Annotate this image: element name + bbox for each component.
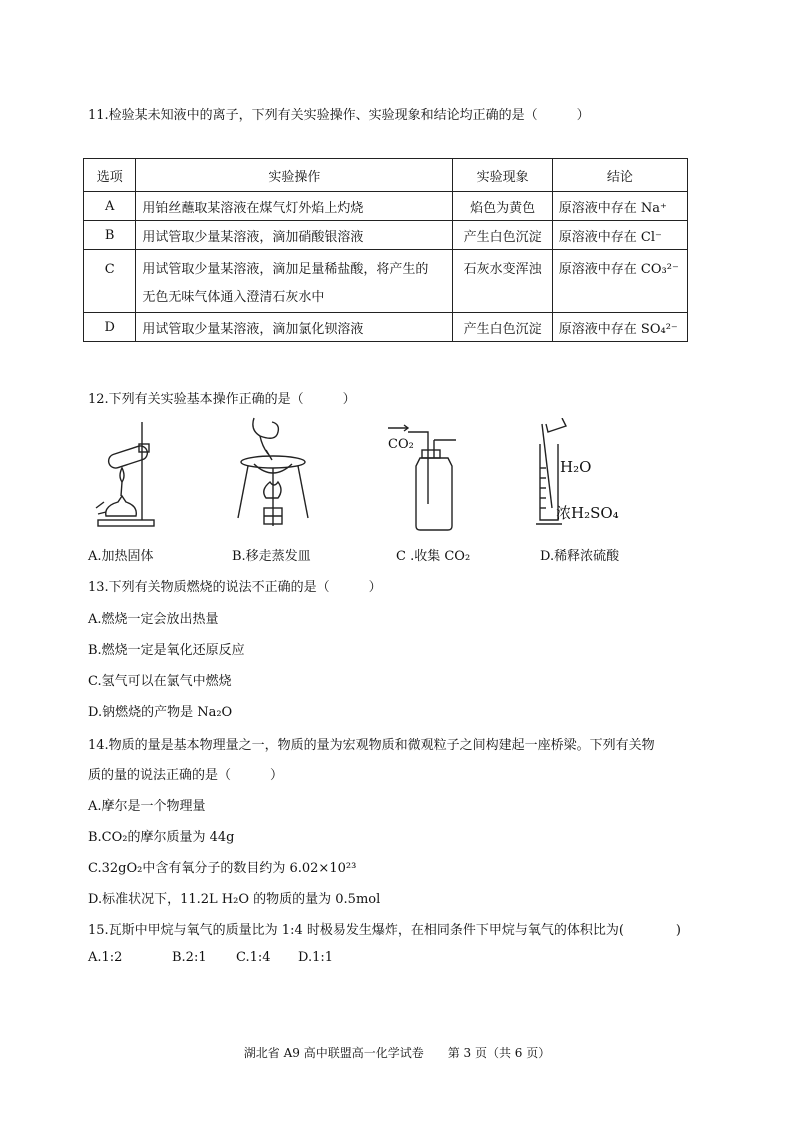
q15-option-c: C.1:4 [236,950,271,965]
q15-option-a: A.1:2 [88,950,123,965]
table-row [84,250,688,313]
q14-option-c: C.32gO₂中含有氧分子的数目约为 6.02×10²³ [88,861,357,876]
figure-heating-solid [92,416,164,532]
q11-table [83,158,688,342]
q11-stem: 11.检验某未知液中的离子，下列有关实验操作、实验现象和结论均正确的是（ ） [88,108,590,123]
q12-option-a: A.加热固体 [88,549,154,564]
q13-option-b: B.燃烧一定是氧化还原反应 [88,643,245,658]
row-conclusion: 原溶液中存在 CO₃²⁻ [552,250,687,313]
row-operation-line2: 无色无味气体通入澄清石灰水中 [142,290,325,305]
q15-option-b: B.2:1 [172,950,207,965]
q15-option-d: D.1:1 [298,950,334,965]
q13-option-d: D.钠燃烧的产物是 Na₂O [88,705,233,720]
q13-option-c: C.氢气可以在氯气中燃烧 [88,674,232,689]
row-conclusion: 原溶液中存在 Na⁺ [552,192,687,221]
header-conclusion: 结论 [552,159,687,192]
row-operation: 用铂丝蘸取某溶液在煤气灯外焰上灼烧 [136,192,453,221]
q14-stem-line1: 14.物质的量是基本物理量之一，物质的量为宏观物质和微观粒子之间构建起一座桥梁。下列有关物 [88,738,655,753]
q12-option-d: D.稀释浓硫酸 [540,549,620,564]
figure-collect-co2 [386,422,466,532]
row-phenomenon: 产生白色沉淀 [453,221,552,250]
row-operation [136,250,453,313]
fig-d-acid-label: 浓H₂SO₄ [556,504,619,522]
row-option: C [84,250,136,313]
row-option: B [84,221,136,250]
q14-stem-line2: 质的量的说法正确的是（ ） [88,768,284,783]
row-conclusion: 原溶液中存在 Cl⁻ [552,221,687,250]
fig-c-gas-label: CO₂ [388,437,414,452]
q15-stem: 15.瓦斯中甲烷与氧气的质量比为 1:4 时极易发生爆炸，在相同条件下甲烷与氧气的体积比为( ) [88,923,682,938]
q14-option-b: B.CO₂的摩尔质量为 44g [88,830,235,845]
row-conclusion: 原溶液中存在 SO₄²⁻ [552,313,687,342]
row-option: D [84,313,136,342]
header-operation: 实验操作 [136,159,453,192]
q12-option-b: B.移走蒸发皿 [232,549,311,564]
table-row [84,192,688,221]
row-phenomenon: 石灰水变浑浊 [453,250,552,313]
row-phenomenon: 产生白色沉淀 [453,313,552,342]
row-operation: 用试管取少量某溶液，滴加氯化钡溶液 [136,313,453,342]
header-phenomenon: 实验现象 [453,159,552,192]
row-operation-line1: 用试管取少量某溶液，滴加足量稀盐酸，将产生的 [142,262,429,277]
figure-evaporating-dish [232,416,314,532]
table-header-row [84,159,688,192]
table-row [84,221,688,250]
q13-stem: 13.下列有关物质燃烧的说法不正确的是（ ） [88,580,382,595]
q13-option-a: A.燃烧一定会放出热量 [88,612,219,627]
page-footer: 湖北省 A9 高中联盟高一化学试卷 第 3 页（共 6 页） [243,1046,551,1060]
header-option: 选项 [84,159,136,192]
fig-d-water-label: H₂O [560,458,592,476]
q12-stem: 12.下列有关实验基本操作正确的是（ ） [88,392,356,407]
q14-option-d: D.标准状况下，11.2L H₂O 的物质的量为 0.5mol [88,892,381,907]
table-row [84,313,688,342]
row-operation: 用试管取少量某溶液，滴加硝酸银溶液 [136,221,453,250]
q12-option-c: C .收集 CO₂ [396,549,471,564]
row-option: A [84,192,136,221]
q14-option-a: A.摩尔是一个物理量 [88,799,206,814]
row-phenomenon: 焰色为黄色 [453,192,552,221]
